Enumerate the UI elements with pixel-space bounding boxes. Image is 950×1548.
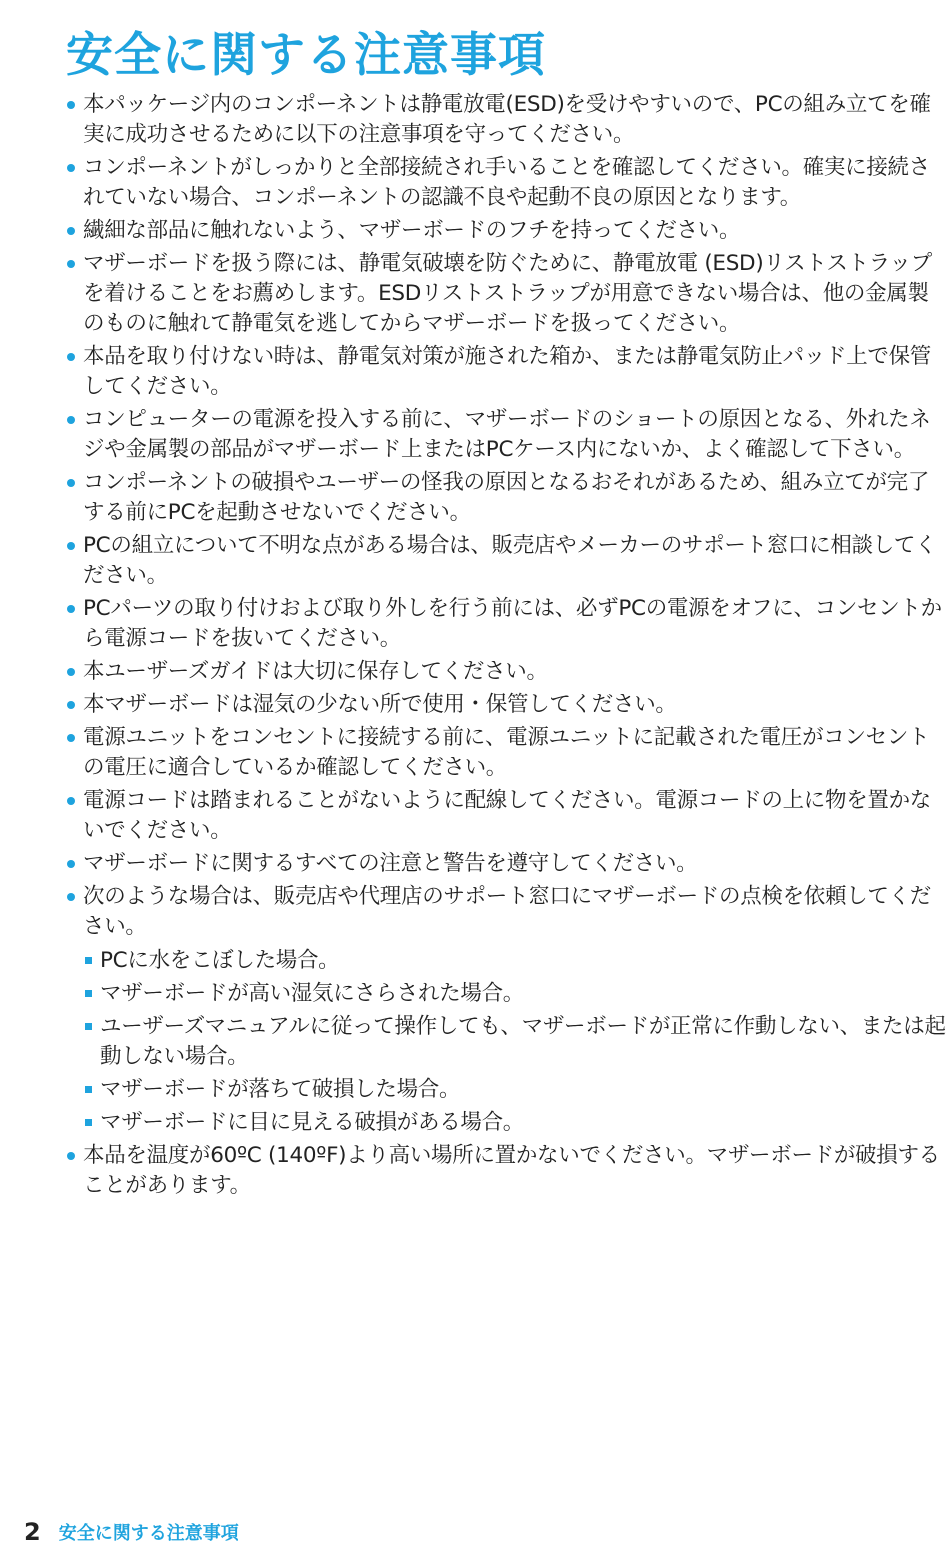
list-item: 電源コードは踏まれることがないように配線してください。電源コードの上に物を置かないでください。 <box>66 786 946 846</box>
list-item: 電源ユニットをコンセントに接続する前に、電源ユニットに記載された電圧がコンセントの電圧に適合しているか確認してください。 <box>66 723 946 783</box>
list-item: PCパーツの取り付けおよび取り外しを行う前には、必ずPCの電源をオフに、コンセントから電源コードを抜いてください。 <box>66 594 946 654</box>
sub-list <box>83 946 946 1138</box>
sub-list-item: マザーボードに目に見える破損がある場合。 <box>83 1108 946 1138</box>
sub-list-item: PCに水をこぼした場合。 <box>83 946 946 976</box>
list-item: マザーボードに関するすべての注意と警告を遵守してください。 <box>66 849 946 879</box>
page-number: 2 <box>24 1518 41 1546</box>
page-footer <box>24 1516 239 1548</box>
sub-list-item: ユーザーズマニュアルに従って操作しても、マザーボードが正常に作動しない、または起動しない場合。 <box>83 1012 946 1072</box>
list-item: 本マザーボードは湿気の少ない所で使用・保管してください。 <box>66 690 946 720</box>
list-item: 繊細な部品に触れないよう、マザーボードのフチを持ってください。 <box>66 216 946 246</box>
list-item: マザーボードを扱う際には、静電気破壊を防ぐために、静電放電 (ESD)リストストラップを着けることをお薦めします。ESDリストストラップが用意できない場合は、他の金属製のものに触れて静電気を逃してからマザーボードを扱ってください。 <box>66 249 946 339</box>
list-item: 本品を温度が60ºC (140ºF)より高い場所に置かないでください。マザーボードが破損することがあります。 <box>66 1141 946 1201</box>
safety-content <box>66 90 946 1204</box>
list-item: コンピューターの電源を投入する前に、マザーボードのショートの原因となる、外れたネジや金属製の部品がマザーボード上またはPCケース内にないか、よく確認して下さい。 <box>66 405 946 465</box>
safety-list <box>66 90 946 1201</box>
list-item-text: 次のような場合は、販売店や代理店のサポート窓口にマザーボードの点検を依頼してください。 <box>83 884 932 939</box>
list-item: コンポーネントの破損やユーザーの怪我の原因となるおそれがあるため、組み立てが完了する前にPCを起動させないでください。 <box>66 468 946 528</box>
sub-list-item: マザーボードが落ちて破損した場合。 <box>83 1075 946 1105</box>
list-item: 本品を取り付けない時は、静電気対策が施された箱か、または静電気防止パッド上で保管してください。 <box>66 342 946 402</box>
list-item: コンポーネントがしっかりと全部接続され手いることを確認してください。確実に接続されていない場合、コンポーネントの認識不良や起動不良の原因となります。 <box>66 153 946 213</box>
footer-section-title: 安全に関する注意事項 <box>58 1523 239 1544</box>
list-item: PCの組立について不明な点がある場合は、販売店やメーカーのサポート窓口に相談してください。 <box>66 531 946 591</box>
page-title: 安全に関する注意事項 <box>66 28 546 83</box>
list-item: 本ユーザーズガイドは大切に保存してください。 <box>66 657 946 687</box>
list-item-inspection <box>66 882 946 1138</box>
list-item: 本パッケージ内のコンポーネントは静電放電(ESD)を受けやすいので、PCの組み立てを確実に成功させるために以下の注意事項を守ってください。 <box>66 90 946 150</box>
sub-list-item: マザーボードが高い湿気にさらされた場合。 <box>83 979 946 1009</box>
